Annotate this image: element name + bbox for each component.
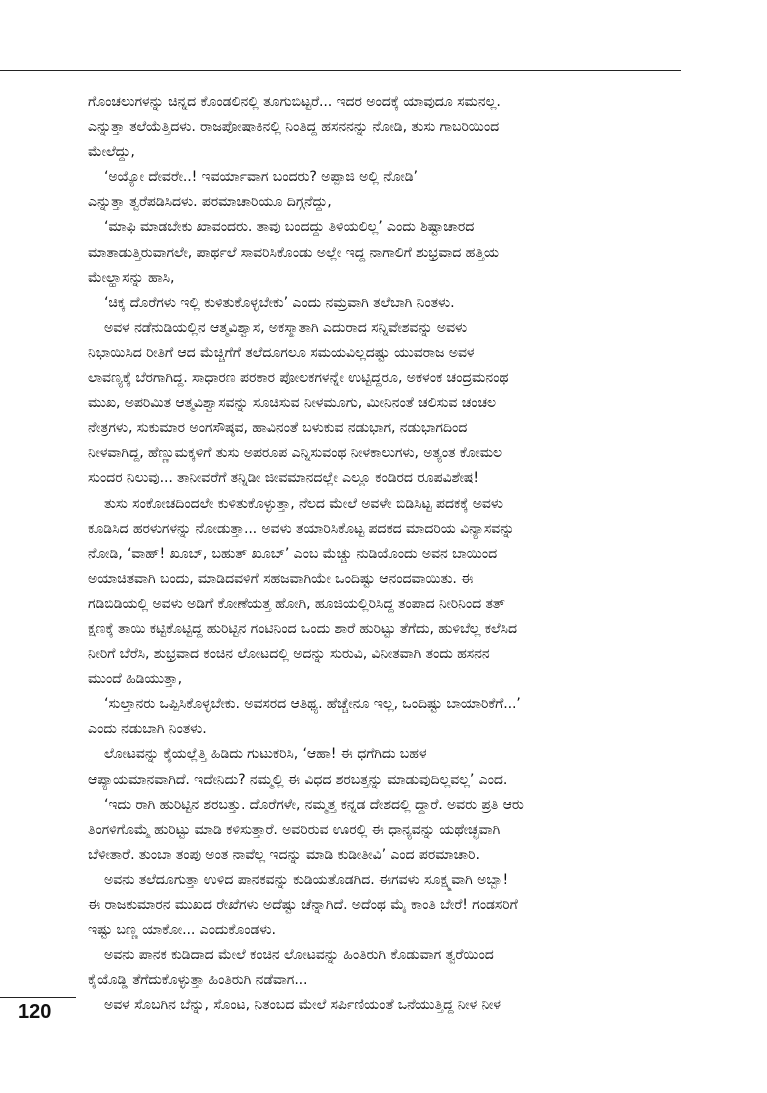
footer-rule (0, 997, 76, 998)
text-line: ತಿಂಗಳಿಗೊಮ್ಮೆ ಹುರಿಟ್ಟು ಮಾಡಿ ಕಳಿಸುತ್ತಾರೆ. ಅವರಿರುವ ಊರಲ್ಲಿ ಈ ಧಾನ್ಯವನ್ನು ಯಥೇಚ್ಛವಾಗಿ (88, 821, 501, 838)
text-line: ಲಾವಣ್ಯಕ್ಕೆ ಬೆರಗಾಗಿದ್ದ. ಸಾಧಾರಣ ಪರಕಾರ ಪೋಲಕಗಳನ್ನೇ ಉಟ್ಟಿದ್ದರೂ, ಅಕಳಂಕ ಚಂದ್ರಮನಂಥ (88, 370, 509, 387)
text-line: ನೋಡಿ, ‘ವಾಹ್! ಖೂಬ್, ಬಹುತ್ ಖೂಬ್’ ಎಂಬ ಮೆಚ್ಚು ನುಡಿಯೊಂದು ಅವನ ಬಾಯಿಂದ (88, 545, 498, 562)
text-line: ಗಡಿಬಿಡಿಯಲ್ಲಿ ಅವಳು ಅಡಿಗೆ ಕೋಣೆಯತ್ತ ಹೋಗಿ, ಹೂಜಿಯಲ್ಲಿರಿಸಿದ್ದ ತಂಪಾದ ನೀರಿನಿಂದ ತತ್ (88, 595, 505, 612)
text-line: ಬೆಳೀತಾರೆ. ತುಂಬಾ ತಂಪು ಅಂತ ನಾವೆಲ್ಲ ಇದನ್ನು ಮಾಡಿ ಕುಡೀತೀವಿ’ ಎಂದ ಪರಮಾಚಾರಿ. (88, 846, 480, 863)
text-line: ‘ಇದು ರಾಗಿ ಹುರಿಟ್ಟಿನ ಶರಬತ್ತು. ದೊರೆಗಳೇ, ನಮ್ಮತ್ತ ಕನ್ನಡ ದೇಶದಲ್ಲಿ ದ್ದಾರೆ. ಅವರು ಪ್ರತಿ ಆರು (104, 796, 524, 813)
page-body-text (88, 90, 674, 1018)
text-line: ಎಂದು ನಡುಬಾಗಿ ನಿಂತಳು. (88, 721, 207, 738)
header-rule (0, 70, 681, 71)
text-line: ಎನ್ನುತ್ತಾ ತ್ವರೆಪಡಿಸಿದಳು. ಪರಮಾಚಾರಿಯೂ ದಿಗ್ಗನೆದ್ದು, (88, 194, 332, 211)
text-line: ಇಷ್ಟು ಬಣ್ಣ ಯಾಕೋ... ಎಂದುಕೊಂಡಳು. (88, 922, 276, 939)
text-line: ನೀರಿಗೆ ಬೆರೆಸಿ, ಶುಭ್ರವಾದ ಕಂಚಿನ ಲೋಟದಲ್ಲಿ ಅದನ್ನು ಸುರುವಿ, ವಿನೀತವಾಗಿ ತಂದು ಹಸನನ (88, 646, 490, 663)
text-line: ಕೈಯೊಡ್ಡಿ ತೆಗೆದುಕೊಳ್ಳುತ್ತಾ ಹಿಂತಿರುಗಿ ನಡೆವಾಗ... (88, 972, 308, 989)
text-line: ಮೇಲೆದ್ದು, (88, 144, 135, 161)
text-line: ‘ಅಯ್ಯೋ ದೇವರೇ..! ಇವರ್ಯಾವಾಗ ಬಂದರು? ಅಪ್ಪಾಜಿ ಅಲ್ಲಿ ನೋಡಿ’ (104, 169, 418, 186)
text-line: ನೀಳವಾಗಿದ್ದ, ಹೆಣ್ಣುಮಕ್ಕಳಿಗೆ ತುಸು ಅಪರೂಪ ಎನ್ನಿಸುವಂಥ ನೀಳಕಾಲುಗಳು, ಅತ್ಯಂತ ಕೋಮಲ (88, 445, 503, 462)
text-line: ಗೊಂಚಲುಗಳನ್ನು ಚಿನ್ನದ ಕೊಂಡಲಿನಲ್ಲಿ ತೂಗುಬಿಟ್ಟರೆ... ಇದರ ಅಂದಕ್ಕೆ ಯಾವುದೂ ಸಮನಲ್ಲ. (88, 94, 501, 110)
text-line: ಮೇಲ್ಹಾಸನ್ನು ಹಾಸಿ, (88, 269, 175, 286)
text-line: ನೇತ್ರಗಳು, ಸುಕುಮಾರ ಅಂಗಸೌಷ್ಠವ, ಹಾವಿನಂತೆ ಬಳುಕುವ ನಡುಭಾಗ, ನಡುಭಾಗದಿಂದ (88, 420, 468, 437)
text-line: ಕ್ಷಣಕ್ಕೆ ತಾಯಿ ಕಟ್ಟಿಕೊಟ್ಟಿದ್ದ ಹುರಿಟ್ಟಿನ ಗಂಟಿನಿಂದ ಒಂದು ಶಾರೆ ಹುರಿಟ್ಟು ತೆಗೆದು, ಹುಳಿಬೆಲ್ಲ ಕಲೆಸಿದ (88, 620, 517, 637)
text-line: ಲೋಟವನ್ನು ಕೈಯಲ್ಲೆತ್ತಿ ಹಿಡಿದು ಗುಟುಕರಿಸಿ, ‘ಆಹಾ! ಈ ಧಗೆಗಿದು ಬಹಳ (104, 746, 427, 763)
text-line: ಅಯಾಚಿತವಾಗಿ ಬಂದು, ಮಾಡಿದವಳಿಗೆ ಸಹಜವಾಗಿಯೇ ಒಂದಿಷ್ಟು ಆನಂದವಾಯಿತು. ಈ (88, 570, 474, 587)
text-line: ಅವಳ ಸೊಬಗಿನ ಬೆನ್ನು, ಸೊಂಟ, ನಿತಂಬದ ಮೇಲೆ ಸರ್ಪಿಣಿಯಂತೆ ಒನೆಯುತ್ತಿದ್ದ ನೀಳ ನೀಳ (104, 997, 501, 1014)
text-line: ಈ ರಾಜಕುಮಾರನ ಮುಖದ ರೇಖೆಗಳು ಅದೆಷ್ಟು ಚೆನ್ನಾಗಿದೆ. ಅದೆಂಥ ಮೈ ಕಾಂತಿ ಬೇರೆ! ಗಂಡಸರಿಗೆ (88, 897, 518, 913)
text-line: ನಿಭಾಯಿಸಿದ ರೀತಿಗೆ ಆದ ಮೆಚ್ಚಿಗೆಗೆ ತಲೆದೂಗಲೂ ಸಮಯವಿಲ್ಲದಷ್ಟು ಯುವರಾಜ ಅವಳ (88, 344, 475, 361)
text-line: ಎನ್ನುತ್ತಾ ತಲೆಯೆತ್ತಿದಳು. ರಾಜಪೋಷಾಕಿನಲ್ಲಿ ನಿಂತಿದ್ದ ಹಸನನನ್ನು ನೋಡಿ, ತುಸು ಗಾಬರಿಯಿಂದ (88, 119, 500, 136)
text-line: ‘ಮಾಫಿ ಮಾಡಬೇಕು ಖಾವಂದರು. ತಾವು ಬಂದದ್ದು ತಿಳಿಯಲಿಲ್ಲ’ ಎಂದು ಶಿಷ್ಟಾಚಾರದ (104, 219, 475, 236)
text-line: ಸುಂದರ ನಿಲುವು... ತಾನೀವರೆಗೆ ತನ್ನಿಡೀ ಜೀವಮಾನದಲ್ಲೇ ಎಲ್ಲೂ ಕಂಡಿರದ ರೂಪವಿಶೇಷ! (88, 470, 479, 487)
page-number: 120 (18, 1001, 52, 1023)
text-line: ಅವನು ಪಾನಕ ಕುಡಿದಾದ ಮೇಲೆ ಕಂಚಿನ ಲೋಟವನ್ನು ಹಿಂತಿರುಗಿ ಕೊಡುವಾಗ ತ್ವರೆಯಿಂದ (104, 947, 494, 964)
text-line: ಮಾತಾಡುತ್ತಿರುವಾಗಲೇ, ಪಾರ್ಥಲೆ ಸಾವರಿಸಿಕೊಂಡು ಅಲ್ಲೇ ಇದ್ದ ನಾಗಾಲಿಗೆ ಶುಭ್ರವಾದ ಹತ್ತಿಯ (88, 244, 499, 261)
text-line: ಅವಳ ನಡೆನುಡಿಯಲ್ಲಿನ ಆತ್ಮವಿಶ್ವಾಸ, ಅಕಸ್ಮಾತಾಗಿ ಎದುರಾದ ಸನ್ನಿವೇಶವನ್ನು ಅವಳು (104, 319, 468, 336)
text-line: ‘ಸುಲ್ತಾನರು ಒಪ್ಪಿಸಿಕೊಳ್ಳಬೇಕು. ಅವಸರದ ಆತಿಥ್ಯ. ಹೆಚ್ಚೇನೂ ಇಲ್ಲ, ಒಂದಿಷ್ಟು ಬಾಯಾರಿಕೆಗೆ...’ (104, 696, 521, 713)
text-line: ತುಸು ಸಂಕೋಚದಿಂದಲೇ ಕುಳಿತುಕೊಳ್ಳುತ್ತಾ, ನೆಲದ ಮೇಲೆ ಅವಳೇ ಬಿಡಿಸಿಟ್ಟ ಪದಕಕ್ಕೆ ಅವಳು (104, 495, 503, 512)
text-line: ‘ಚಿಕ್ಕ ದೊರೆಗಳು ಇಲ್ಲಿ ಕುಳಿತುಕೊಳ್ಳಬೇಕು’ ಎಂದು ನಮ್ರವಾಗಿ ತಲೆಬಾಗಿ ನಿಂತಳು. (104, 294, 455, 311)
text-line: ಆಪ್ಯಾಯಮಾನವಾಗಿದೆ. ಇದೇನಿದು? ನಮ್ಮಲ್ಲಿ ಈ ವಿಧದ ಶರಬತ್ತನ್ನು ಮಾಡುವುದಿಲ್ಲವಲ್ಲ’ ಎಂದ. (88, 771, 508, 788)
text-line: ಅವನು ತಲೆದೂಗುತ್ತಾ ಉಳಿದ ಪಾನಕವನ್ನು ಕುಡಿಯತೊಡಗಿದ. ಈಗವಳು ಸೂಕ್ಷ್ಮವಾಗಿ ಅಬ್ಬಾ! (104, 871, 509, 888)
text-line: ಮುಂದೆ ಹಿಡಿಯುತ್ತಾ, (88, 671, 182, 688)
text-line: ಕೂಡಿಸಿದ ಹರಳುಗಳನ್ನು ನೋಡುತ್ತಾ... ಅವಳು ತಯಾರಿಸಿಕೊಟ್ಟ ಪದಕದ ಮಾದರಿಯ ವಿನ್ಯಾಸವನ್ನು (88, 520, 515, 537)
text-line: ಮುಖ, ಅಪರಿಮಿತ ಆತ್ಮವಿಶ್ವಾಸವನ್ನು ಸೂಚಿಸುವ ನೀಳಮೂಗು, ಮೀನಿನಂತೆ ಚಲಿಸುವ ಚಂಚಲ (88, 395, 497, 412)
